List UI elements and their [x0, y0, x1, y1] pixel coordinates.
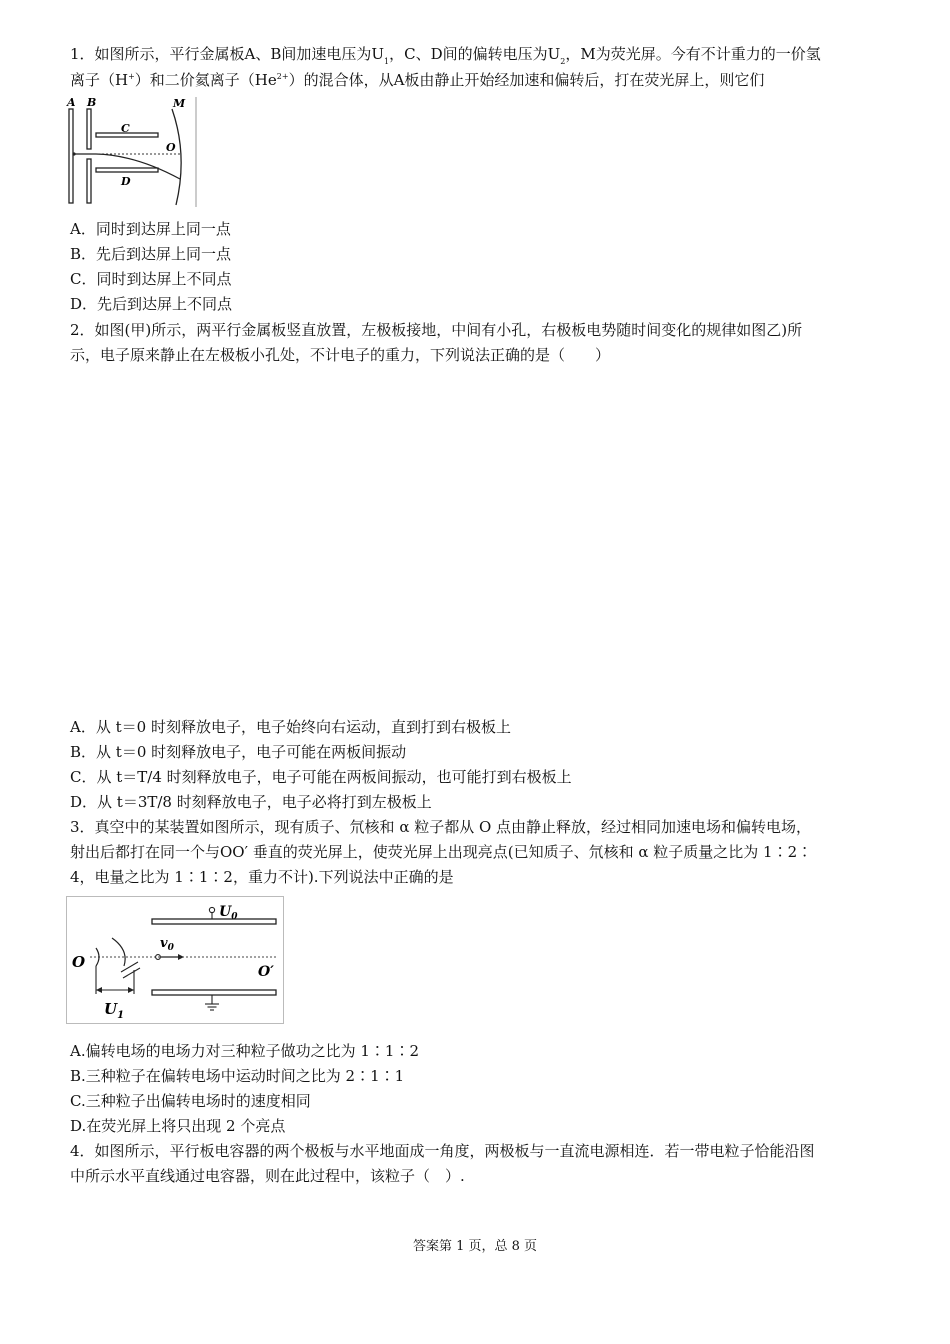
- q1-stem-line-2: 离子（H+）和二价氦离子$(He^{2+})$的混合体，从A板由静止开始经加速和偏转后，打在荧光屏上，则它们: [70, 71, 765, 89]
- q1-option-a: A．同时到达屏上同一点: [70, 220, 231, 238]
- q1-figure: [66, 95, 198, 209]
- q1-option-b: B．先后到达屏上同一点: [70, 245, 232, 263]
- q3-option-c: C.三种粒子出偏转电场时的速度相同: [70, 1092, 311, 1110]
- q3-stem-line-2: 射出后都打在同一个与OO′ 垂直的荧光屏上，使荧光屏上出现亮点(已知质子、氘核和 α 粒子质量之比为 1∶2∶: [70, 843, 813, 861]
- q3-option-d: D.在荧光屏上将只出现 2 个亮点: [70, 1117, 286, 1135]
- q3-label-v0: $v_0$: [160, 936, 174, 953]
- q1-stem-line-1: 1．如图所示，平行金属板A、B间加速电压为$U_1$，C、D间的偏转电压为$U_2$，M为荧光屏。今有不计重力的一价氢: [70, 45, 821, 66]
- q3-label-o: O: [72, 953, 86, 971]
- q2-stem-line-1: 2．如图(甲)所示，两平行金属板竖直放置，左极板接地，中间有小孔，右极板电势随时间变化的规律如图乙)所: [70, 321, 803, 339]
- q4-stem-line-2: 中所示水平直线通过电容器，则在此过程中，该粒子（ ）.: [70, 1167, 465, 1185]
- q4-stem-line-1: 4．如图所示，平行板电容器的两个极板与水平地面成一角度，两极板与一直流电源相连．若一带电粒子恰能沿图: [70, 1142, 815, 1160]
- q2-stem-line-2: 示，电子原来静止在左极板小孔处，不计电子的重力，下列说法正确的是（ ）: [70, 346, 611, 364]
- q1-option-c: C．同时到达屏上不同点: [70, 270, 232, 288]
- q3-option-b: B.三种粒子在偏转电场中运动时间之比为 2∶1∶1: [70, 1067, 405, 1085]
- q1-label-c: C: [121, 122, 130, 135]
- q3-figure: [66, 896, 284, 1024]
- q1-label-m: M: [173, 97, 186, 110]
- q3-option-a: A.偏转电场的电场力对三种粒子做功之比为 1∶1∶2: [70, 1042, 420, 1060]
- q1-label-b: B: [87, 96, 97, 109]
- q1-label-o: O: [166, 141, 176, 154]
- q2-option-b: B．从 t＝0 时刻释放电子，电子可能在两板间振动: [70, 743, 407, 761]
- page-footer: 答案第 1 页，总 8 页: [412, 1239, 538, 1254]
- q3-stem-line-3: 4，电量之比为 1∶1∶2，重力不计).下列说法中正确的是: [70, 868, 454, 886]
- q3-label-u1: $U_1$: [104, 1000, 125, 1021]
- q3-label-o-prime: O′: [258, 964, 274, 980]
- q3-stem-line-1: 3．真空中的某装置如图所示，现有质子、氘核和 α 粒子都从 O 点由静止释放，经过相同加速电场和偏转电场，: [70, 818, 812, 836]
- q1-label-d: D: [121, 175, 131, 188]
- q3-label-u0: $U_0$: [219, 904, 238, 922]
- q2-option-a: A．从 t＝0 时刻释放电子，电子始终向右运动，直到打到右极板上: [70, 718, 511, 736]
- q1-label-a: A: [67, 96, 76, 109]
- q2-option-c: C．从 t＝T/4 时刻释放电子，电子可能在两板间振动，也可能打到右极板上: [70, 768, 572, 786]
- q1-option-d: D．先后到达屏上不同点: [70, 295, 233, 313]
- q2-option-d: D．从 t＝3T/8 时刻释放电子，电子必将打到左极板上: [70, 793, 432, 811]
